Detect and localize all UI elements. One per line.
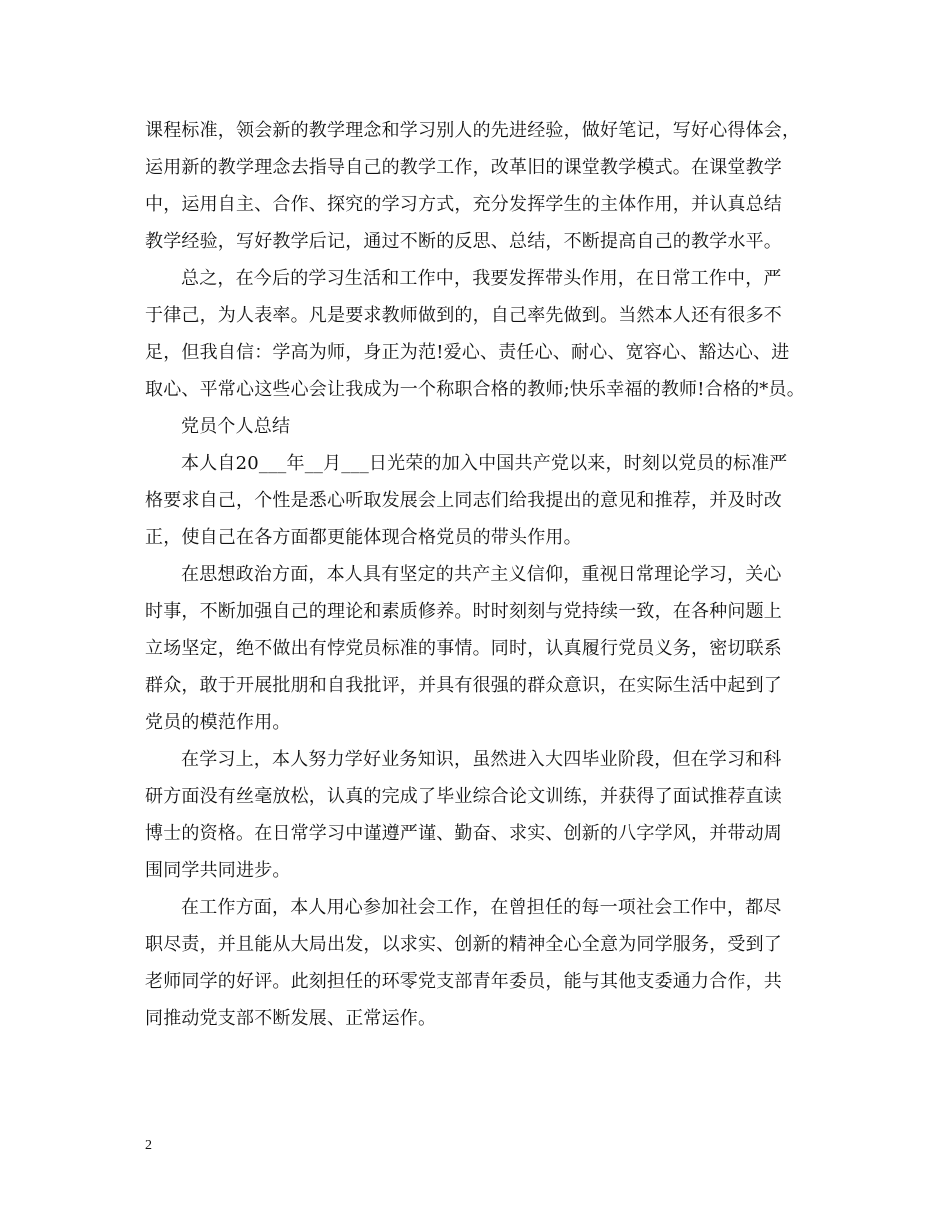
page-number: 2: [145, 1138, 152, 1153]
text-line: 立场坚定，绝不做出有悖党员标准的事情。同时，认真履行党员义务，密切联系: [145, 638, 782, 659]
text-line: 时事，不断加强自己的理论和素质修养。时时刻刻与党持续一致，在各种问题上: [145, 601, 782, 622]
text-line: 研方面没有丝毫放松，认真的完成了毕业综合论文训练，并获得了面试推荐直读: [145, 786, 782, 807]
text-line: 取心、平常心这些心会让我成为一个称职合格的教师;快乐幸福的教师!合格的*员。: [145, 379, 805, 400]
text-line: 在思想政治方面，本人具有坚定的共产主义信仰，重视日常理论学习，关心: [181, 564, 782, 585]
text-line: 中，运用自主、合作、探究的学习方式，充分发挥学生的主体作用，并认真总结: [145, 194, 782, 215]
section-heading: 党员个人总结: [181, 416, 291, 437]
text-line: 总之，在今后的学习生活和工作中，我要发挥带头作用，在日常工作中，严: [181, 268, 782, 289]
text-line: 职尽责，并且能从大局出发，以求实、创新的精神全心全意为同学服务，受到了: [145, 934, 782, 955]
text-line: 足，但我自信：学高为师，身正为范!爱心、责任心、耐心、宽容心、豁达心、进: [145, 342, 790, 363]
text-line: 博士的资格。在日常学习中谨遵严谨、勤奋、求实、创新的八字学风，并带动周: [145, 823, 782, 844]
text-line: 在工作方面，本人用心参加社会工作，在曾担任的每一项社会工作中，都尽: [181, 897, 782, 918]
text-line: 运用新的教学理念去指导自己的教学工作，改革旧的课堂教学模式。在课堂教学: [145, 157, 782, 178]
text-line: 围同学共同进步。: [145, 860, 291, 881]
text-line: 于律己，为人表率。凡是要求教师做到的，自己率先做到。当然本人还有很多不: [145, 305, 782, 326]
text-line: 课程标准，领会新的教学理念和学习别人的先进经验，做好笔记，写好心得体会，: [145, 120, 801, 141]
text-line: 党员的模范作用。: [145, 712, 291, 733]
text-line: 同推动党支部不断发展、正常运作。: [145, 1008, 437, 1029]
text-line: 群众，敢于开展批朋和自我批评，并具有很强的群众意识，在实际生活中起到了: [145, 675, 782, 696]
text-line: 在学习上，本人努力学好业务知识，虽然进入大四毕业阶段，但在学习和科: [181, 749, 782, 770]
text-line: 老师同学的好评。此刻担任的环零党支部青年委员，能与其他支委通力合作，共: [145, 971, 782, 992]
text-line: 本人自20___年__月___日光荣的加入中国共产党以来，时刻以党员的标准严: [181, 453, 788, 474]
text-line: 教学经验，写好教学后记，通过不断的反思、总结，不断提高自己的教学水平。: [145, 231, 782, 252]
text-line: 格要求自己，个性是悉心听取发展会上同志们给我提出的意见和推荐，并及时改: [145, 490, 782, 511]
text-line: 正，使自己在各方面都更能体现合格党员的带头作用。: [145, 527, 582, 548]
